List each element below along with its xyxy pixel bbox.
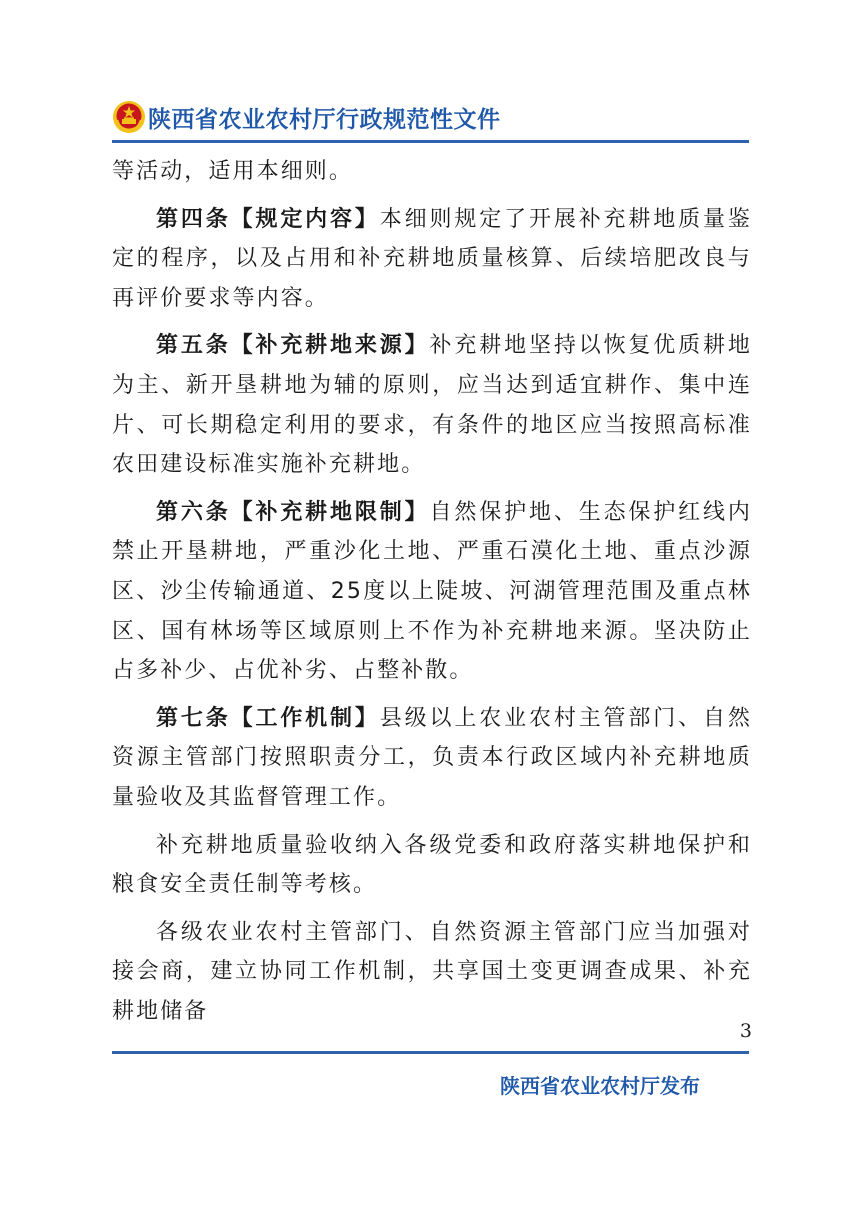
- article-heading: 第六条【补充耕地限制】: [156, 499, 430, 525]
- page-number: 3: [739, 1020, 752, 1042]
- paragraph-text: 补充耕地坚持以恢复优质耕地为主、新开垦耕地为辅的原则，应当达到适宜耕作、集中连片、可长期稳定利用的要求，有条件的地区应当按照高标准农田建设标准实施补充耕地。: [112, 333, 752, 478]
- article-heading: 第五条【补充耕地来源】: [156, 333, 430, 359]
- footer-divider: [112, 1051, 749, 1054]
- paragraph: [112, 826, 752, 905]
- article-paragraph: [112, 326, 752, 484]
- article-paragraph: [112, 699, 752, 818]
- article-paragraph: [112, 200, 752, 319]
- header-title: 陕西省农业农村厅行政规范性文件: [148, 106, 501, 133]
- paragraph-text: 等活动，适用本细则。: [112, 159, 354, 184]
- paragraph: [112, 152, 752, 192]
- paragraph: [112, 913, 752, 1032]
- article-heading: 第七条【工作机制】: [156, 705, 380, 731]
- footer-publisher: 陕西省农业农村厅发布: [500, 1074, 700, 1098]
- paragraph-text: 各级农业农村主管部门、自然资源主管部门应当加强对接会商，建立协同工作机制，共享国土变更调查成果、补充耕地储备: [112, 919, 752, 1024]
- paragraph-text: 本细则规定了开展补充耕地质量鉴定的程序，以及占用和补充耕地质量核算、后续培肥改良与再评价要求等内容。: [112, 206, 752, 311]
- article-paragraph: [112, 493, 752, 691]
- national-emblem-icon: [112, 100, 146, 134]
- header-divider: [112, 140, 749, 143]
- document-header: [112, 94, 752, 140]
- paragraph-text: 县级以上农业农村主管部门、自然资源主管部门按照职责分工，负责本行政区域内补充耕地质量验收及其监督管理工作。: [112, 705, 752, 810]
- document-body: [112, 152, 752, 1031]
- paragraph-text: 自然保护地、生态保护红线内禁止开垦耕地，严重沙化土地、严重石漠化土地、重点沙源区、沙尘传输通道、25度以上陡坡、河湖管理范围及重点林区、国有林场等区域原则上不作为补充耕地来源。坚决防止占多补少、占优补劣、占整补散。: [112, 499, 752, 684]
- article-heading: 第四条【规定内容】: [156, 206, 380, 232]
- paragraph-text: 补充耕地质量验收纳入各级党委和政府落实耕地保护和粮食安全责任制等考核。: [112, 832, 752, 898]
